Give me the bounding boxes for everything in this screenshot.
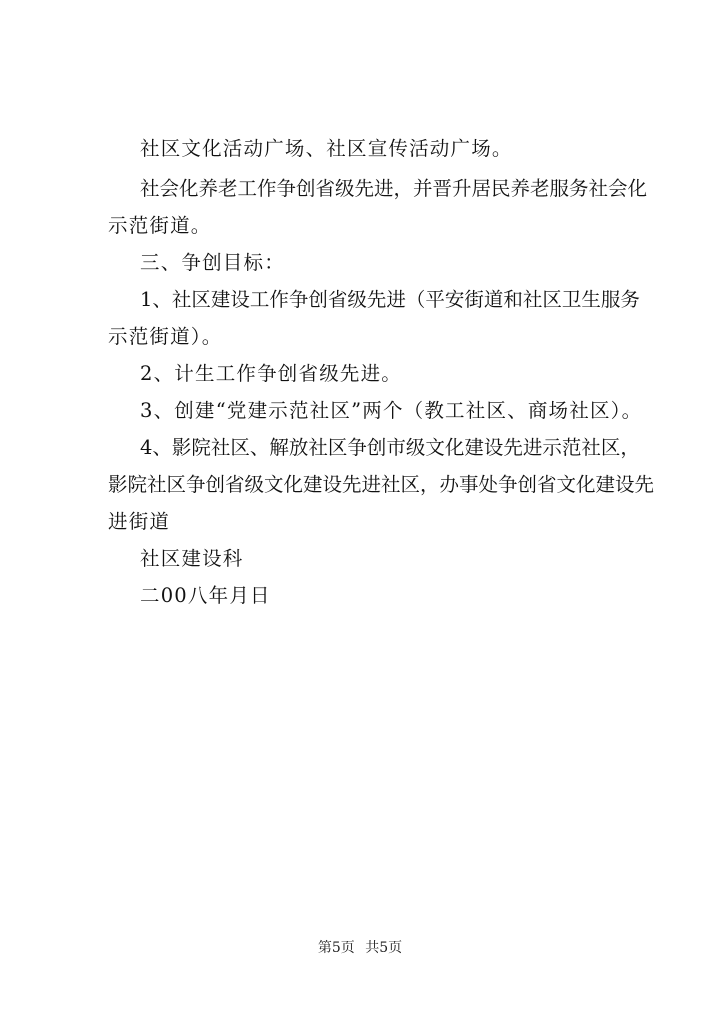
page-total: 共5页	[365, 940, 403, 956]
goal-item-3: 3、创建“党建示范社区”两个（教工社区、商场社区）。	[140, 399, 643, 422]
page-footer	[0, 939, 720, 957]
goal-item-4-line-2: 影院社区争创省级文化建设先进社区，办事处争创省文化建设先	[108, 473, 655, 496]
goal-item-4-line-1: 4、影院社区、解放社区争创市级文化建设先进示范社区，	[140, 436, 640, 459]
section-heading: 三、争创目标：	[140, 251, 285, 274]
goal-item-1-line-1: 1、社区建设工作争创省级先进（平安街道和社区卫生服务	[140, 288, 640, 311]
paragraph-line-3: 示范街道。	[108, 214, 212, 237]
page-number: 第5页	[317, 940, 355, 956]
goal-item-1-line-2: 示范街道）。	[108, 325, 223, 348]
signature-department: 社区建设科	[140, 547, 244, 570]
paragraph-line-2: 社会化养老工作争创省级先进，并晋升居民养老服务社会化	[140, 177, 648, 200]
paragraph-line-1: 社区文化活动广场、社区宣传活动广场。	[140, 137, 513, 160]
signature-date: 二00八年月日	[140, 584, 271, 607]
goal-item-4-line-3: 进街道	[108, 510, 171, 533]
goal-item-2: 2、计生工作争创省级先进。	[140, 362, 403, 385]
